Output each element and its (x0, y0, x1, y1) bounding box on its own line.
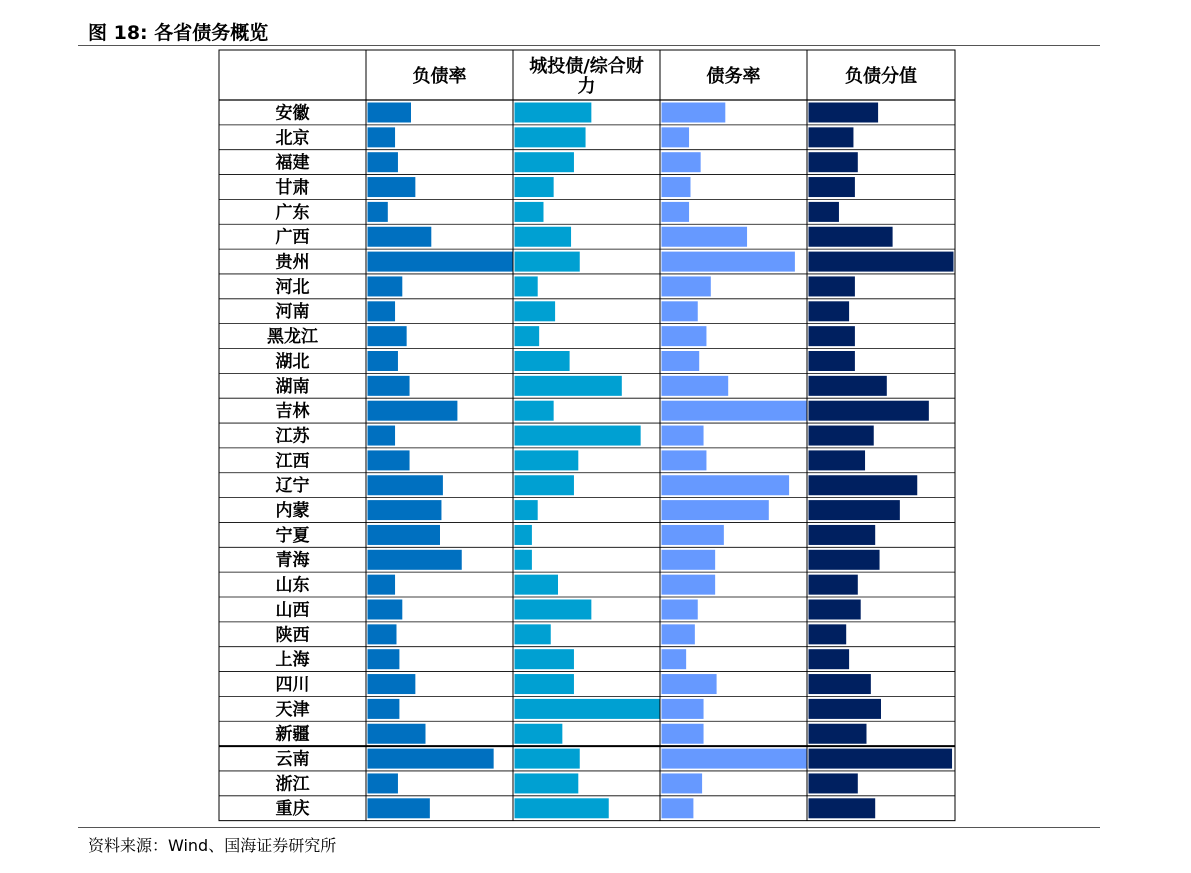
bar (515, 401, 554, 421)
bar (809, 426, 874, 446)
bar (809, 401, 929, 421)
bar (662, 500, 769, 520)
bar (368, 351, 398, 371)
bar (662, 276, 711, 296)
bar (662, 575, 716, 595)
bar (368, 376, 410, 396)
bar (662, 426, 704, 446)
bar (662, 475, 790, 495)
column-header: 城投债/综合财 (529, 56, 644, 77)
bar (368, 773, 398, 793)
bar (368, 301, 396, 321)
province-label: 贵州 (275, 252, 310, 273)
bar (809, 798, 876, 818)
bar (809, 152, 858, 172)
bar (368, 103, 412, 123)
province-label: 内蒙 (275, 501, 310, 522)
province-label: 青海 (275, 550, 310, 571)
bar (368, 749, 494, 769)
bar (515, 500, 538, 520)
bar (809, 326, 855, 346)
bar (809, 773, 858, 793)
bar (809, 475, 918, 495)
bar (515, 301, 556, 321)
bar (515, 252, 580, 272)
bar (662, 177, 691, 197)
province-label: 黑龙江 (267, 327, 318, 348)
bar (662, 773, 703, 793)
bar (368, 450, 410, 470)
column-header: 力 (577, 76, 596, 97)
bar (515, 152, 574, 172)
bar (515, 276, 538, 296)
province-label: 福建 (275, 153, 310, 174)
bar (515, 376, 622, 396)
bar (368, 550, 462, 570)
bar (515, 575, 559, 595)
bar (368, 575, 396, 595)
bar (368, 177, 416, 197)
province-label: 甘肃 (275, 177, 310, 198)
province-label: 河北 (275, 277, 310, 298)
figure-title: 图 18: 各省债务概览 (88, 22, 269, 44)
province-label: 宁夏 (275, 525, 310, 546)
bar (662, 152, 701, 172)
bar (368, 649, 400, 669)
province-label: 河南 (275, 302, 310, 323)
bar (809, 276, 855, 296)
bar (368, 500, 442, 520)
bar (809, 351, 855, 371)
bar (662, 798, 694, 818)
bar (809, 550, 880, 570)
bar (809, 624, 847, 644)
bar (368, 252, 513, 272)
bar (515, 450, 579, 470)
bar (515, 525, 532, 545)
column-header: 负债分值 (845, 66, 917, 87)
province-label: 山西 (275, 600, 310, 621)
bar (515, 649, 574, 669)
bar (809, 127, 854, 147)
column-header: 债务率 (706, 66, 761, 87)
bar (515, 724, 563, 744)
bar (809, 252, 954, 272)
bar (809, 674, 871, 694)
province-label: 吉林 (275, 401, 310, 422)
province-label: 陕西 (275, 625, 310, 646)
bar (515, 227, 572, 247)
province-label: 安徽 (275, 103, 310, 124)
bar (515, 426, 641, 446)
bar (515, 127, 586, 147)
bar (662, 301, 698, 321)
bar (515, 624, 551, 644)
bottom-rule (78, 827, 1100, 828)
bar (662, 252, 795, 272)
bar (515, 699, 660, 719)
source-note: 资料来源：Wind、国海证券研究所 (88, 836, 337, 855)
bar (809, 699, 882, 719)
province-label: 湖南 (275, 376, 310, 397)
bar (368, 276, 403, 296)
bar (368, 202, 388, 222)
bar (809, 525, 876, 545)
bar (662, 202, 690, 222)
bar (809, 376, 887, 396)
province-label: 广东 (275, 202, 310, 223)
bar (368, 724, 426, 744)
bar (368, 475, 443, 495)
province-label: 广西 (275, 227, 310, 248)
bar (515, 326, 540, 346)
province-label: 四川 (275, 674, 310, 695)
bar (515, 600, 592, 620)
bar (809, 575, 858, 595)
bar (368, 326, 407, 346)
bar (662, 450, 707, 470)
bar (368, 600, 403, 620)
province-label: 上海 (275, 650, 310, 671)
bar (515, 798, 609, 818)
bar (662, 649, 687, 669)
bar (662, 227, 748, 247)
province-label: 山东 (275, 575, 310, 596)
bar (368, 699, 400, 719)
bar (368, 152, 398, 172)
bar (515, 475, 574, 495)
bar (368, 401, 458, 421)
bar (368, 127, 396, 147)
province-label: 重庆 (275, 799, 310, 820)
column-header: 负债率 (412, 66, 467, 87)
bar (662, 127, 690, 147)
province-label: 湖北 (275, 351, 310, 372)
bar (809, 202, 839, 222)
province-label: 辽宁 (275, 476, 310, 497)
province-label: 云南 (275, 749, 310, 770)
bar (662, 624, 695, 644)
province-label: 江苏 (275, 426, 310, 447)
bar (515, 550, 532, 570)
bar (809, 649, 850, 669)
bar (809, 227, 893, 247)
bar (809, 600, 861, 620)
bar (809, 103, 879, 123)
bar (662, 550, 716, 570)
bar (368, 674, 416, 694)
bar (368, 624, 397, 644)
bar (662, 103, 726, 123)
bar (662, 600, 698, 620)
bar (809, 301, 850, 321)
bar (809, 500, 900, 520)
bar (809, 749, 953, 769)
province-label: 江西 (275, 451, 310, 472)
bar (662, 351, 700, 371)
bar (368, 426, 396, 446)
bar (515, 202, 544, 222)
bar (515, 103, 592, 123)
bar (662, 525, 724, 545)
province-label: 浙江 (275, 774, 310, 795)
bar (662, 376, 729, 396)
province-label: 北京 (275, 128, 310, 149)
bar (515, 674, 574, 694)
bar (662, 699, 704, 719)
bar (368, 227, 432, 247)
bar (515, 177, 554, 197)
bar (809, 450, 866, 470)
bar (662, 401, 807, 421)
bar (515, 749, 580, 769)
bar (662, 674, 717, 694)
province-label: 新疆 (275, 724, 310, 745)
bar (368, 798, 430, 818)
bar (515, 773, 579, 793)
bar (662, 326, 707, 346)
bar (662, 724, 704, 744)
bar (368, 525, 441, 545)
bar (809, 177, 855, 197)
bar (515, 351, 570, 371)
bar (662, 749, 807, 769)
province-label: 天津 (275, 699, 310, 720)
bar (809, 724, 867, 744)
